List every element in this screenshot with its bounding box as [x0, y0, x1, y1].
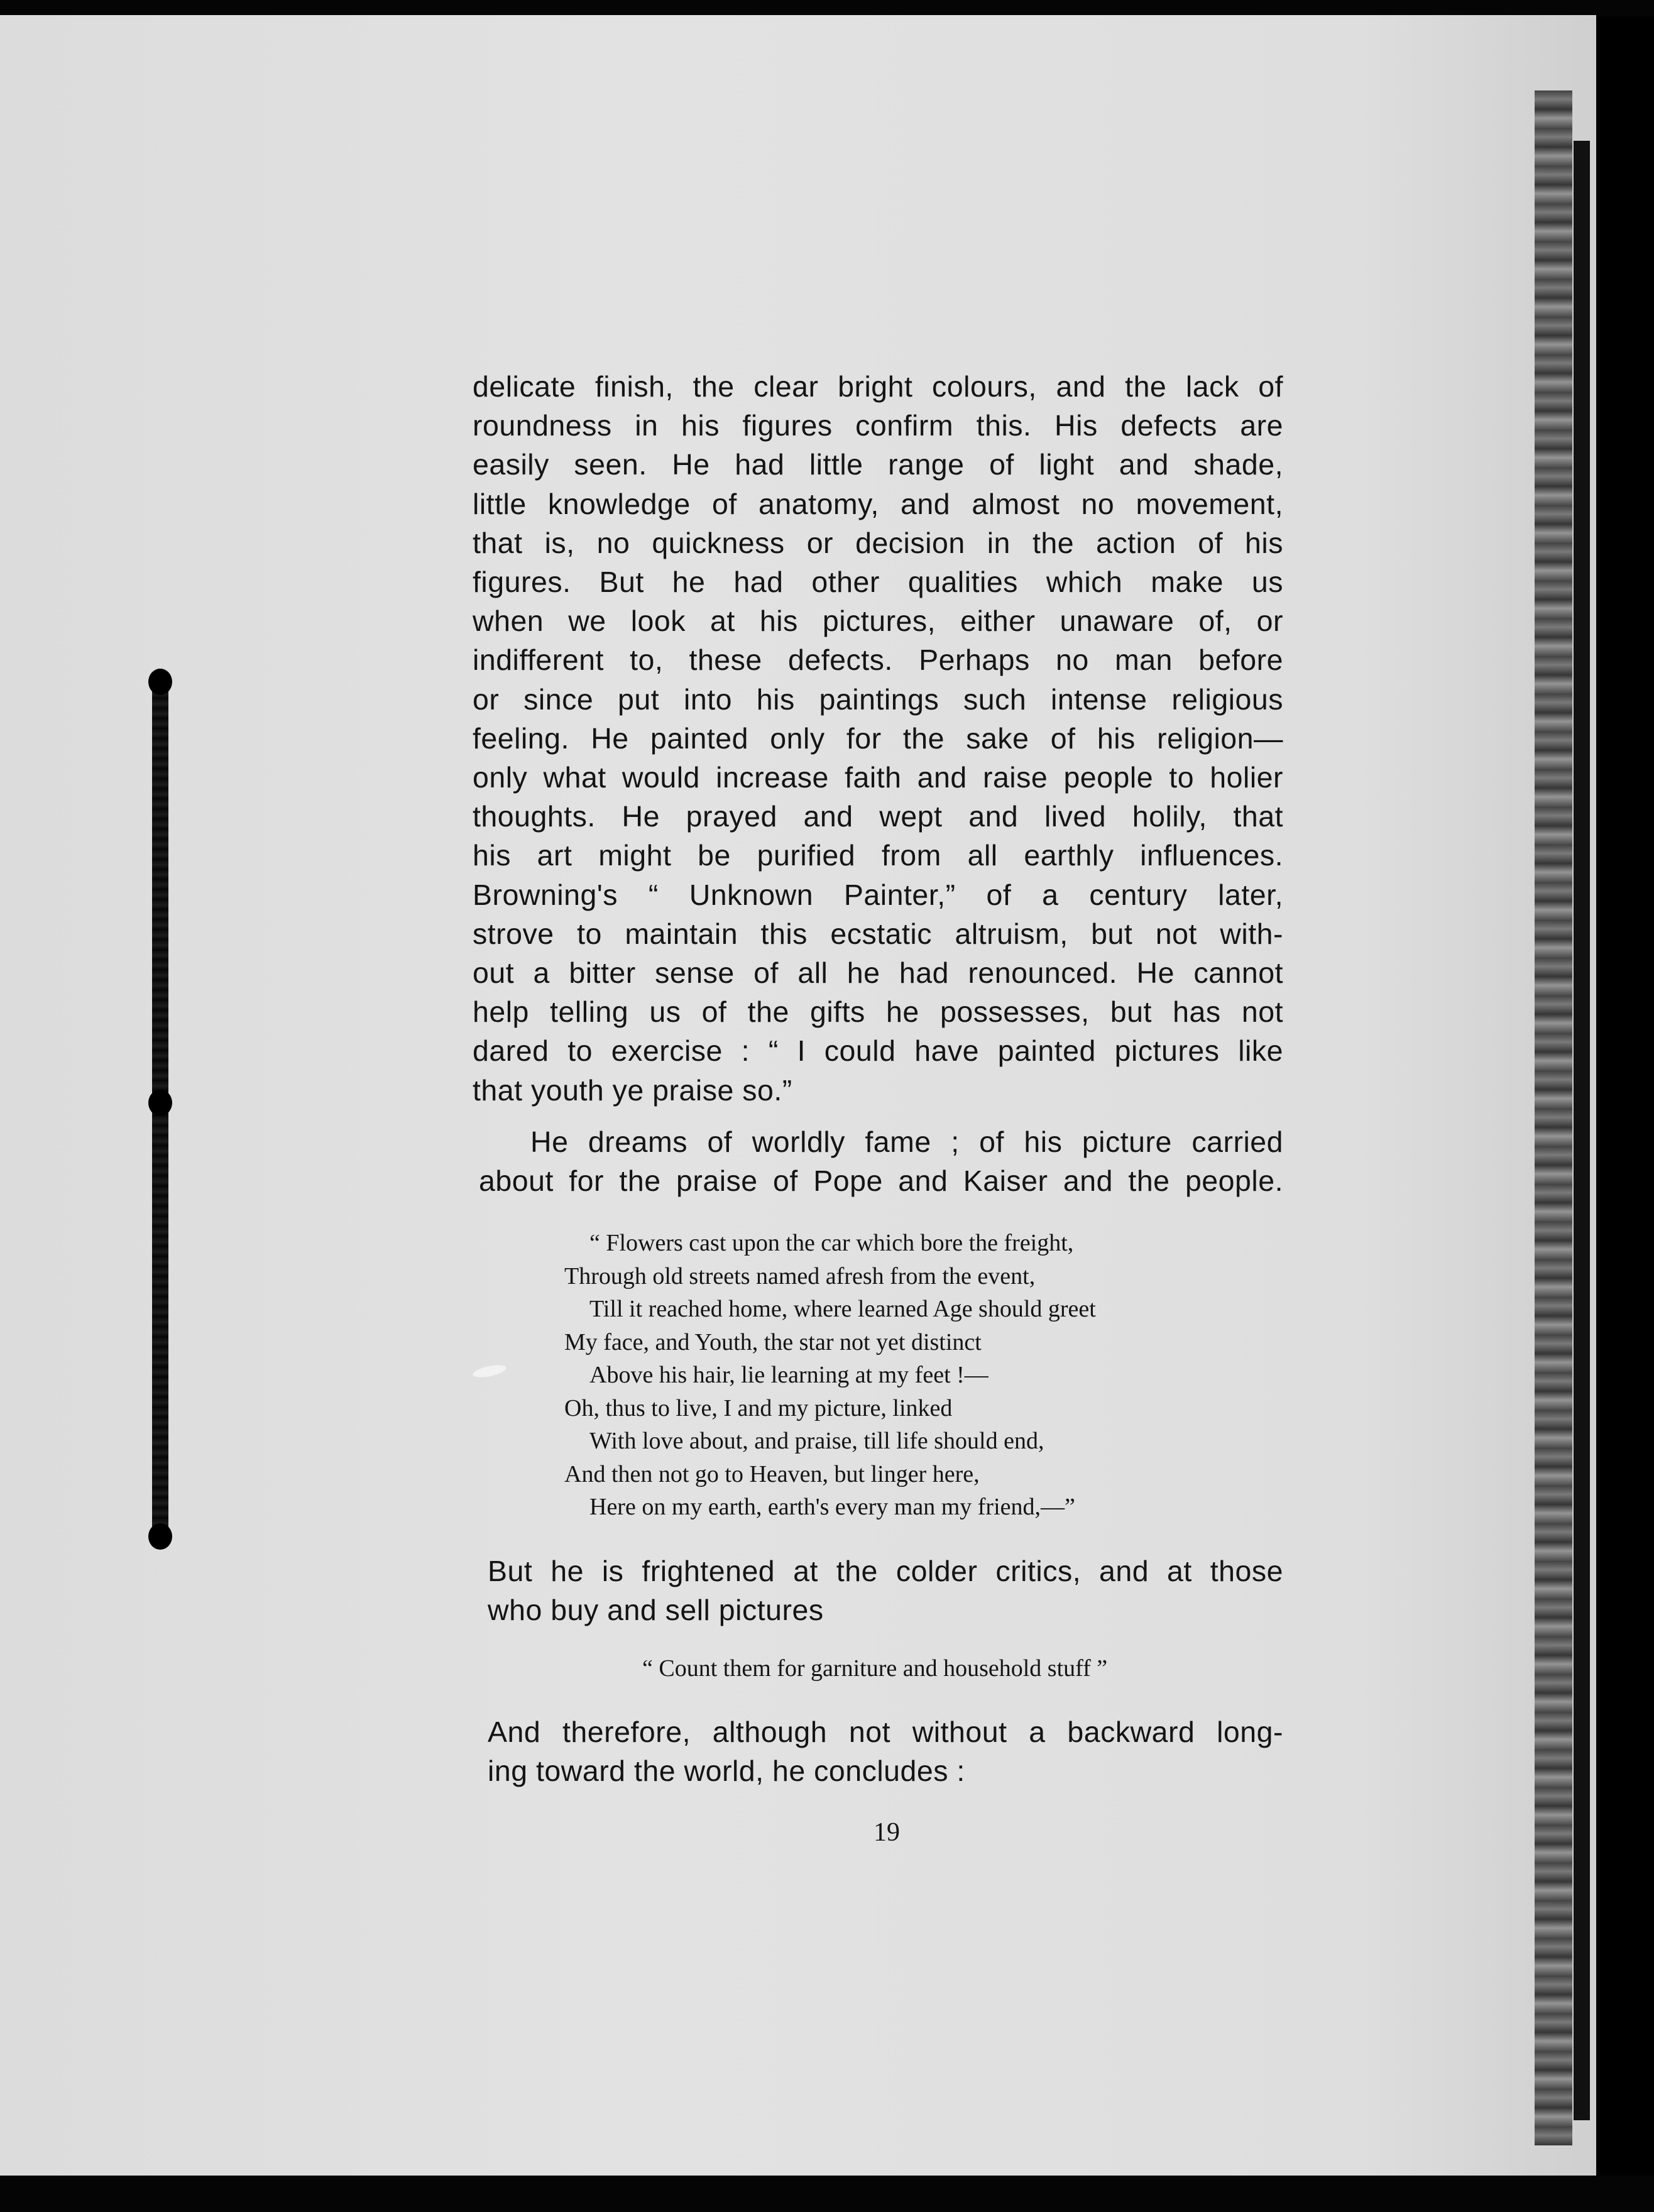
text-line: roundness in his figures confirm this. His defects are [473, 409, 1283, 442]
paragraph-4 [473, 1712, 1283, 1790]
stitch-knot-bottom [148, 1523, 172, 1550]
text-line: that youth ye praise so.” [473, 1073, 792, 1107]
book-page [0, 15, 1596, 2177]
scan-top-border [0, 0, 1654, 16]
text-line: And therefore, although not without a backward long- [488, 1716, 1283, 1749]
verse-line: My face, and Youth, the star not yet distinct [564, 1328, 982, 1355]
verse-line: Till it reached home, where learned Age should greet [589, 1296, 1096, 1323]
text-block [473, 367, 1283, 1791]
stitch-knot-top [148, 669, 172, 695]
text-line: Browning's “ Unknown Painter,” of a century later, [473, 878, 1283, 911]
text-line: dared to exercise : “ I could have painted pictures like [473, 1034, 1283, 1068]
verse-quotation [564, 1227, 1283, 1524]
stitch-knot-middle [148, 1090, 172, 1116]
verse-line: Above his hair, lie learning at my feet !— [589, 1362, 989, 1389]
text-line: about for the praise of Pope and Kaiser and the people. [479, 1164, 1283, 1198]
verse-line: And then not go to Heaven, but linger here, [564, 1460, 980, 1487]
text-line: who buy and sell pictures [488, 1593, 824, 1626]
text-line: feeling. He painted only for the sake of his religion— [473, 721, 1283, 755]
text-line: or since put into his paintings such intense religious [473, 682, 1283, 716]
text-line: He dreams of worldly fame ; of his picture carried [530, 1125, 1283, 1158]
paragraph-1 [473, 367, 1283, 1110]
text-line: little knowledge of anatomy, and almost no movement, [473, 487, 1283, 520]
verse-line: “ Flowers cast upon the car which bore the freight, [589, 1230, 1074, 1257]
inline-quotation: “ Count them for garniture and household stuff ” [642, 1655, 1108, 1682]
verse-line: Oh, thus to live, I and my picture, linked [564, 1394, 953, 1421]
text-line: out a bitter sense of all he had renounced. He cannot [473, 956, 1283, 990]
text-line: thoughts. He prayed and wept and lived holily, that [473, 800, 1283, 833]
text-line: when we look at his pictures, either unaware of, or [473, 605, 1283, 638]
text-line: strove to maintain this ecstatic altruism, but not with- [473, 917, 1283, 950]
verse-line: Through old streets named afresh from the event, [564, 1262, 1036, 1289]
text-line: that is, no quickness or decision in the action of his [473, 526, 1283, 559]
text-line: indifferent to, these defects. Perhaps no man before [473, 643, 1283, 677]
verse-line: Here on my earth, earth's every man my friend,—” [589, 1494, 1075, 1521]
text-line: delicate finish, the clear bright colours, and the lack of [473, 370, 1283, 403]
stitch-cord-lower [152, 1096, 168, 1548]
text-line: ing toward the world, he concludes : [488, 1755, 965, 1788]
page-edge-shadow [1574, 141, 1590, 2120]
binding-stitch [148, 669, 172, 1548]
page-number: 19 [874, 1818, 900, 1847]
text-line: help telling us of the gifts he possesses, but has not [473, 995, 1283, 1029]
text-line: But he is frightened at the colder critics, and at those [488, 1554, 1283, 1587]
scan-bottom-border [0, 2176, 1654, 2212]
stitch-cord-upper [152, 669, 168, 1102]
text-line: only what would increase faith and raise people to holier [473, 761, 1283, 794]
text-line: figures. But he had other qualities which make us [473, 566, 1283, 599]
deckle-edge [1535, 90, 1572, 2145]
text-line: easily seen. He had little range of light and shade, [473, 448, 1283, 481]
verse-line: With love about, and praise, till life should end, [589, 1428, 1044, 1455]
text-line: his art might be purified from all earthly influences. [473, 839, 1283, 872]
paragraph-2 [473, 1122, 1283, 1200]
paragraph-3 [473, 1552, 1283, 1629]
